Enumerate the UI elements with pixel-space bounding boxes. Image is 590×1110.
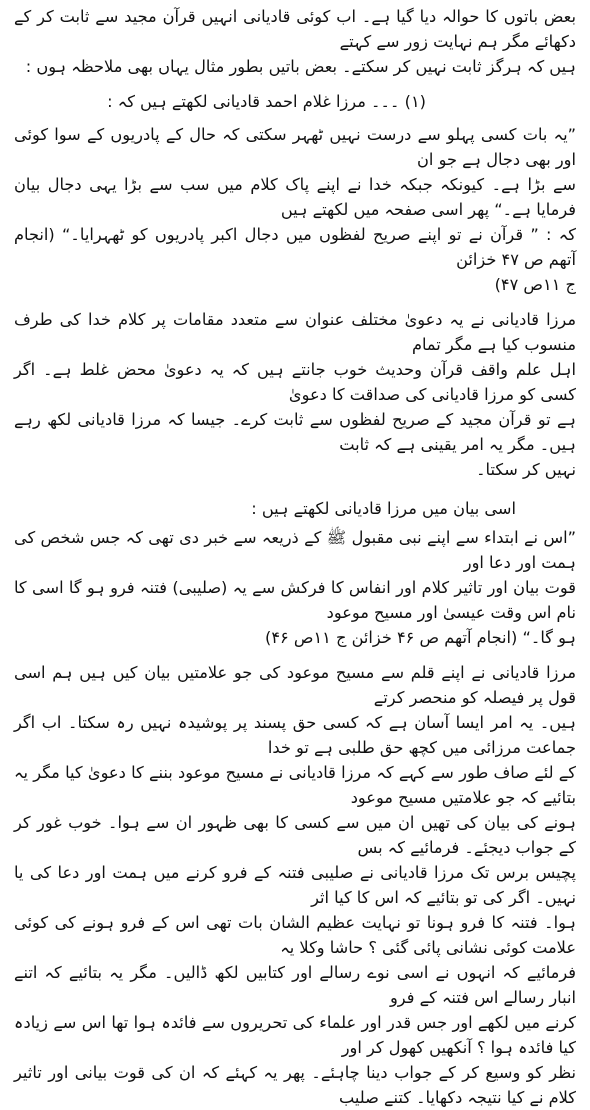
text-line: ہے تو قرآن مجید کے صریح لفظوں سے ثابت کرے۔ جیسا کہ مرزا قادیانی لکھ رہے ہیں۔ مگر یہ امر یقینی ہے کہ ثابت bbox=[14, 410, 576, 454]
text-line: اہل علم واقف قرآن وحدیث خوب جانتے ہیں کہ یہ دعویٰ محض غلط ہے۔ اگر کسی کو مرزا قادیانی کی صداقت کا دعویٰ bbox=[14, 360, 576, 404]
quote-line: قوت بیان اور تاثیر کلام اور انفاس کا فرکش سے یہ (صلیبی) فتنہ فرو ہو گا اسی کا نام اس وقت عیسیٰ اور مسیح موعود bbox=[14, 578, 576, 622]
text-line: فرمائیے کہ انہوں نے اسی نوے رسالے اور کتابیں لکھ ڈالیں۔ مگر یہ بتائیے کہ اتنے انبار رسالے اس فتنہ کے فرو bbox=[14, 963, 576, 1007]
text-line: ہوا۔ فتنہ کا فرو ہونا تو نہایت عظیم الشان بات تھی اس کے فرو ہونے کی کوئی علامت کوئی نشانی پائی گئی ؟ حاشا وکلا یہ bbox=[14, 913, 576, 957]
example-heading: (۱) ۔۔۔ مرزا غلام احمد قادیانی لکھتے ہیں کہ : bbox=[107, 92, 426, 111]
quote-reference: ج ۱۱ص ۴۷) bbox=[494, 275, 576, 294]
intro-paragraph bbox=[14, 4, 576, 79]
text-line: کرنے میں لکھے اور جس قدر اور علماء کی تحریروں سے فائدہ ہوا تھا اس سے زیادہ کیا فائدہ ہوا ؟ آنکھیں کھول کر اور bbox=[14, 1013, 576, 1057]
text-line: مرزا قادیانی نے یہ دعویٰ مختلف عنوان سے متعدد مقامات پر کلام خدا کی طرف منسوب کیا ہے مگر تمام bbox=[14, 310, 576, 354]
quote-line: ”یہ بات کسی پہلو سے درست نہیں ٹھہر سکتی کہ حال کے پادریوں کے سوا کوئی اور بھی دجال ہے جو ان bbox=[14, 125, 576, 169]
text-line: بعض باتوں کا حوالہ دیا گیا ہے۔ اب کوئی قادیانی انہیں قرآن مجید سے ثابت کر کے دکھائے مگر ہم نہایت زور سے کہتے bbox=[14, 7, 576, 51]
text-line: ہیں۔ یہ امر ایسا آسان ہے کہ کسی حق پسند پر پوشیدہ نہیں رہ سکتا۔ اب اگر جماعت مرزائی میں کچھ حق طلبی ہے تو خدا bbox=[14, 713, 576, 757]
text-line: پچیس برس تک مرزا قادیانی نے صلیبی فتنہ کے فرو کرنے میں ہمت اور دعا کی یا نہیں۔ اگر کی تو بتائیے کہ اس کا کیا اثر bbox=[14, 863, 576, 907]
quote-block bbox=[14, 122, 576, 297]
text-line: ہیں کہ ہرگز ثابت نہیں کر سکتے۔ بعض باتیں بطور مثال یہاں بھی ملاحظہ ہوں : bbox=[25, 57, 576, 76]
quote-line: کہ : ” قرآن نے تو اپنے صریح لفظوں میں دجال اکبر پادریوں کو ٹھہرایا۔“ (انجام آتھم ص ۴۷ خزائن bbox=[14, 225, 576, 269]
quote-line: ”اس نے ابتداء سے اپنے نبی مقبول ﷺ کے ذریعہ سے خبر دی تھی کہ جس شخص کی ہمت اور دعا اور bbox=[14, 528, 576, 572]
quote-line: ہو گا۔“ (انجام آتھم ص ۴۶ خزائن ج ۱۱ص ۴۶) bbox=[265, 628, 576, 647]
quote-block bbox=[14, 525, 576, 650]
quote-intro: اسی بیان میں مرزا قادیانی لکھتے ہیں : bbox=[251, 499, 516, 518]
text-line: نہیں کر سکتا۔ bbox=[476, 460, 576, 479]
text-line: ہونے کی بیان کی تھیں ان میں سے کسی کا بھی ظہور ان سے ہوا۔ خوب غور کر کے جواب دیجئے۔ فرمائیے کہ بس bbox=[14, 813, 576, 857]
body-paragraph bbox=[14, 307, 576, 482]
text-line: مرزا قادیانی نے اپنے قلم سے مسیح موعود کی جو علامتیں بیان کیں ہیں ہم اسی قول پر فیصلہ کو منحصر کرتے bbox=[14, 663, 576, 707]
body-paragraph bbox=[14, 660, 576, 1110]
text-line: کے لئے صاف طور سے کہے کہ مرزا قادیانی نے مسیح موعود بننے کا دعویٰ کیا مگر یہ بتائیے کہ جو علامتیں مسیح موعود bbox=[14, 763, 576, 807]
quote-line: سے بڑا ہے۔ کیونکہ جبکہ خدا نے اپنے پاک کلام میں سب سے بڑا یہی دجال بیان فرمایا ہے۔“ پھر اسی صفحہ میں لکھتے ہیں bbox=[14, 175, 576, 219]
text-line: نظر کو وسیع کر کے جواب دینا چاہئے۔ پھر یہ کہئے کہ ان کی قوت بیانی اور تاثیر کلام نے کیا نتیجہ دکھایا۔ کتنے صلیب bbox=[14, 1063, 576, 1107]
